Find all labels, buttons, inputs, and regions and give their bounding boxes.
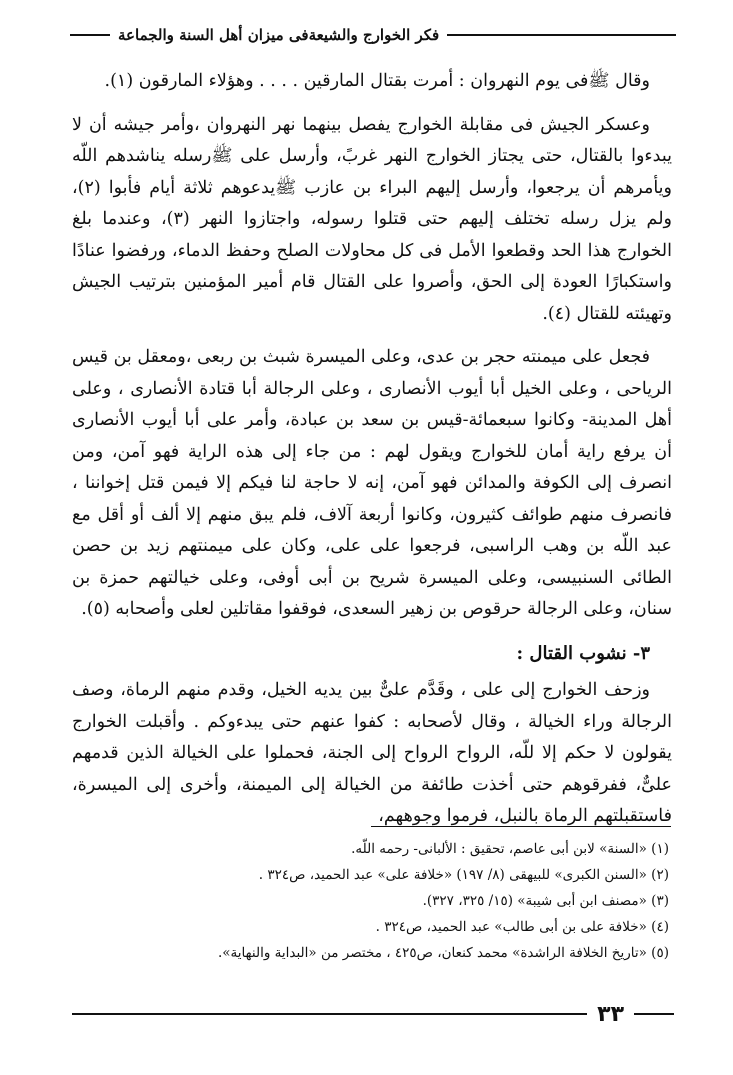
footer-rule-left [72,1013,587,1015]
footnote-1: (١) «السنة» لابن أبى عاصم، تحقيق : الألبانى- رحمه اللّه. [351,841,669,857]
paragraph-4: وزحف الخوارج إلى على ، وقَدَّم علىٌّ بين يديه الخيل، وقدم منهم الرماة، وصف الرجالة وراء الخيالة ، وقال لأصحابه : كفوا عنهم حتى يبدءوكم . وأقبلت الخوارج يقولون لا حكم إلا للّه، الرواح الرواح إلى الجنة، فحملوا على الخيالة الذين قدمهم علىٌّ، ففرقوهم حتى أخذت طائفة من الخيالة إلى الميمنة، وأخرى إلى الميسرة، فاستقبلتهم الرماة بالنبل، فرموا وجوههم، [72,680,672,826]
footnote-3: (٣) «مصنف ابن أبى شيبة» (١٥/ ٣٢٥، ٣٢٧). [422,893,669,909]
page-footer [62,1002,684,1026]
paragraph-1: وقال ﷺفى يوم النهروان : أمرت بقتال المارقين . . . . وهؤلاء المارقون (١). [104,71,650,91]
footnote-4: (٤) «خلافة على بن أبى طالب» عبد الحميد، ص٣٢٤ . [375,919,669,935]
header-rule-right [447,34,676,36]
section-heading: ٣- نشوب القتال : [516,642,650,664]
footnote-2: (٢) «السنن الكبرى» للبيهقى (٨/ ١٩٧) «خلافة على» عبد الحميد، ص٣٢٤ . [258,867,669,883]
paragraph-2: وعسكر الجيش فى مقابلة الخوارج يفصل بينهما نهر النهروان ،وأمر جيشه أن لا يبدءوا بالقتال، حتى يجتاز الخوارج النهر غربً، وأرسل على ﷺرسله يناشدهم اللّه ويأمرهم أن يرجعوا، وأرسل إليهم البراء بن عازب ﷺيدعوهم ثلاثة أيام فأبوا (٢)، ولم يزل رسله تختلف إليهم حتى قتلوا رسوله، واجتازوا النهر (٣)، وعندما بلغ الخوارج هذا الحد وقطعوا الأمل فى كل محاولات الصلح وحفظ الدماء، ورفضوا عنادًا واستكبارًا العودة إلى الحق، وأصروا على القتال قام أمير المؤمنين بترتيب الجيش وتهيئته للقتال (٤). [72,114,672,324]
running-header [62,22,684,48]
page-number: ٣٣ [597,1001,624,1027]
paragraph-3: فجعل على ميمنته حجر بن عدى، وعلى الميسرة شبث بن ربعى ،ومعقل بن قيس الرياحى ، وعلى الخيل أبا أيوب الأنصارى ، وعلى الرجالة أبا قتادة الأنصارى ، وعلى أهل المدينة- وكانوا سبعمائة-قيس بن سعد بن عبادة، وأمر على أبا أيوب الأنصارى أن يرفع راية أمان للخوارج ويقول لهم : من جاء إلى هذه الراية فهو آمن، ومن انصرف إلى الكوفة والمدائن فهو آمن، إنه لا حاجة لنا فيكم إلا فيمن قتل إخواننا ، فانصرف منهم طوائف كثيرون، وكانوا أربعة آلاف، فلم يبق منهم إلا ألف أو أقل مع عبد اللّه بن وهب الراسبى، فرجعوا على على، وكان على ميمنتهم زيد بن حصن الطائى السنبيسى، وعلى الميسرة شريح بن أبى أوفى، وعلى خيالتهم حمزة بن سنان، وعلى الرجالة حرقوص بن زهير السعدى، فوقفوا مقاتلين لعلى وأصحابه (٥). [72,347,672,619]
main-text [72,66,672,845]
footnote-separator [371,826,671,827]
footnotes [69,836,669,966]
footnote-5: (٥) «تاريخ الخلافة الراشدة» محمد كنعان، ص٤٢٥ ، مختصر من «البداية والنهاية». [218,945,669,961]
footer-rule-right [634,1013,674,1015]
running-header-title: فكر الخوارج والشيعةفى ميزان أهل السنة والجماعة [118,26,440,44]
header-rule-left [70,34,110,36]
